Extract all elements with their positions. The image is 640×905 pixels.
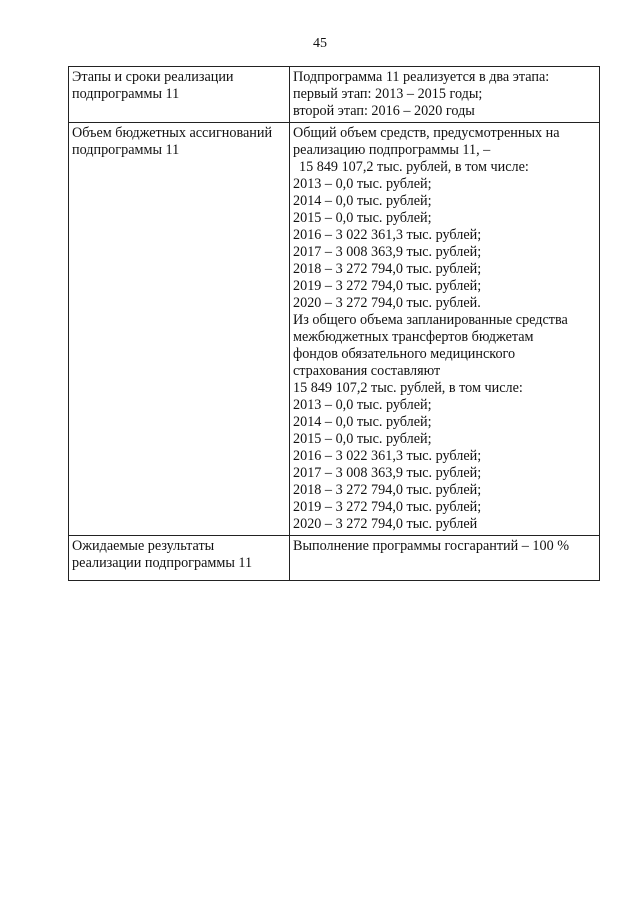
row-value-line: 2017 – 3 008 363,9 тыс. рублей;	[293, 244, 482, 260]
row-value-line: 2019 – 3 272 794,0 тыс. рублей;	[293, 499, 482, 515]
row-value-line: межбюджетных трансфертов бюджетам	[293, 329, 534, 345]
row-value-line: реализацию подпрограммы 11, –	[293, 142, 491, 158]
row-value-line: Из общего объема запланированные средства	[293, 312, 568, 328]
table-row	[69, 123, 600, 536]
row-value-line: 2019 – 3 272 794,0 тыс. рублей;	[293, 278, 482, 294]
row-label-line: Этапы и сроки реализации	[72, 69, 234, 85]
row-label-cell	[69, 536, 290, 581]
row-value-line: 2016 – 3 022 361,3 тыс. рублей;	[293, 227, 482, 243]
row-value-line: 2015 – 0,0 тыс. рублей;	[293, 210, 432, 226]
row-value-line: 2020 – 3 272 794,0 тыс. рублей	[293, 516, 478, 532]
row-value-line: фондов обязательного медицинского	[293, 346, 516, 362]
row-label-line: Объем бюджетных ассигнований	[72, 125, 273, 141]
row-value-line: 15 849 107,2 тыс. рублей, в том числе:	[299, 159, 529, 175]
row-value-line: 2013 – 0,0 тыс. рублей;	[293, 176, 432, 192]
row-value-line: 15 849 107,2 тыс. рублей, в том числе:	[293, 380, 523, 396]
row-value-line: Выполнение программы госгарантий – 100 %	[293, 538, 570, 554]
row-label-cell	[69, 123, 290, 536]
row-label-line: подпрограммы 11	[72, 142, 180, 158]
row-label-line: реализации подпрограммы 11	[72, 555, 253, 571]
row-label-line: подпрограммы 11	[72, 86, 180, 102]
row-value-line: 2018 – 3 272 794,0 тыс. рублей;	[293, 261, 482, 277]
row-value-line: 2015 – 0,0 тыс. рублей;	[293, 431, 432, 447]
row-value-line: Общий объем средств, предусмотренных на	[293, 125, 560, 141]
page-number: 45	[313, 36, 327, 51]
row-value-line: 2020 – 3 272 794,0 тыс. рублей.	[293, 295, 481, 311]
row-value-line: 2016 – 3 022 361,3 тыс. рублей;	[293, 448, 482, 464]
row-value-line: 2017 – 3 008 363,9 тыс. рублей;	[293, 465, 482, 481]
row-value-line: второй этап: 2016 – 2020 годы	[293, 103, 475, 119]
table-row	[69, 67, 600, 123]
row-value-line: 2018 – 3 272 794,0 тыс. рублей;	[293, 482, 482, 498]
row-value-cell	[290, 67, 600, 123]
passport-table	[68, 66, 600, 581]
row-value-line: 2014 – 0,0 тыс. рублей;	[293, 193, 432, 209]
table-row	[69, 536, 600, 581]
row-label-line: Ожидаемые результаты	[72, 538, 215, 554]
row-value-cell	[290, 536, 600, 581]
row-value-line: Подпрограмма 11 реализуется в два этапа:	[293, 69, 550, 85]
row-value-line: 2014 – 0,0 тыс. рублей;	[293, 414, 432, 430]
row-value-cell	[290, 123, 600, 536]
row-value-line: первый этап: 2013 – 2015 годы;	[293, 86, 483, 102]
row-value-line: 2013 – 0,0 тыс. рублей;	[293, 397, 432, 413]
row-value-line: страхования составляют	[293, 363, 441, 379]
row-label-cell	[69, 67, 290, 123]
